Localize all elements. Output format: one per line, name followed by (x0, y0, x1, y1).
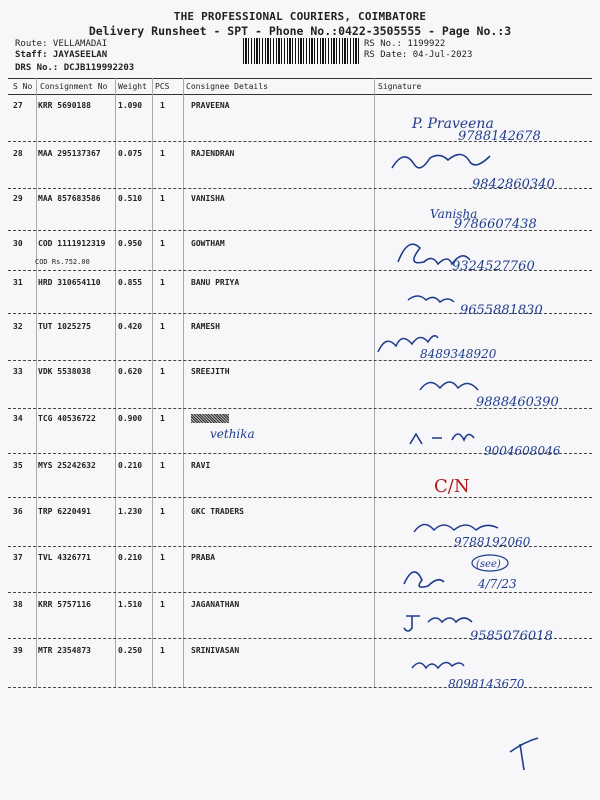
phone-row34: 9004608046 (484, 444, 561, 458)
row-sno: 39 (13, 646, 23, 655)
phone-row31: 9655881830 (460, 303, 543, 318)
corner-mark (510, 738, 538, 770)
signature-row36-scribble (414, 524, 498, 532)
signature-row28-scribble (392, 154, 490, 168)
row-consignee: BANU PRIYA (191, 278, 240, 287)
row-pcs: 1 (160, 149, 165, 158)
phone-row36: 9788192060 (454, 535, 531, 549)
row-separator (8, 408, 592, 409)
row-sno: 29 (13, 194, 23, 203)
row-pcs: 1 (160, 101, 165, 110)
column-divider (374, 78, 375, 688)
row-sno: 31 (13, 278, 23, 287)
row-separator (8, 687, 592, 688)
signature-row32-scribble (378, 336, 438, 352)
cn-mark-row35: C/N (434, 476, 470, 497)
barcode (243, 38, 359, 64)
column-divider (115, 78, 116, 688)
row-weight: 1.090 (118, 101, 143, 110)
row-consignee: PRAVEENA (191, 101, 230, 110)
column-divider (36, 78, 37, 688)
cod-amount: COD Rs.752.00 (35, 258, 90, 266)
signature-row39-scribble (412, 662, 464, 668)
col-header-signature: Signature (378, 82, 422, 91)
row-pcs: 1 (160, 507, 165, 516)
row-consignee: GOWTHAM (191, 239, 225, 248)
row-sno: 37 (13, 553, 23, 562)
column-divider (152, 78, 153, 688)
col-header-consignment: Consignment No (40, 82, 108, 91)
row-consignment: VDK 5538038 (38, 367, 91, 376)
row-consignee: VANISHA (191, 194, 225, 203)
row-weight: 0.420 (118, 322, 143, 331)
row-sno: 28 (13, 149, 23, 158)
row-consignment: KRR 5690188 (38, 101, 91, 110)
row-sno: 33 (13, 367, 23, 376)
phone-row27: 9788142678 (458, 129, 541, 144)
redacted-consignee (191, 414, 229, 423)
row-weight: 0.620 (118, 367, 143, 376)
row-separator (8, 230, 592, 231)
header-bottom-rule (8, 94, 592, 95)
row-pcs: 1 (160, 414, 165, 423)
signature-row31-scribble (408, 296, 454, 302)
row-sno: 27 (13, 101, 23, 110)
rs-date: RS Date: 04-Jul-2023 (364, 50, 473, 60)
col-header-pcs: PCS (155, 82, 170, 91)
row-consignee: SRINIVASAN (191, 646, 240, 655)
signature-row37-scribble (404, 572, 444, 587)
row-separator (8, 638, 592, 639)
row-weight: 0.210 (118, 461, 143, 470)
phone-row39: 8098143670 (448, 677, 525, 691)
row-consignee: RAMESH (191, 322, 220, 331)
row-pcs: 1 (160, 239, 165, 248)
row-weight: 0.250 (118, 646, 143, 655)
phone-row29: 9786607438 (454, 217, 537, 232)
row-separator (8, 497, 592, 498)
row-pcs: 1 (160, 646, 165, 655)
signature-row30-scribble (398, 244, 470, 264)
row-sno: 35 (13, 461, 23, 470)
row-sno: 38 (13, 600, 23, 609)
row-consignment: COD 1111912319 (38, 239, 106, 248)
col-header-consignee: Consignee Details (186, 82, 268, 91)
runsheet-subtitle: Delivery Runsheet - SPT - Phone No.:0422-3505555 - Page No.:3 (88, 24, 512, 38)
row-separator (8, 453, 592, 454)
phone-row28: 9842860340 (472, 177, 555, 192)
date-row37: 4/7/23 (478, 577, 517, 591)
row-consignment: MAA 857683586 (38, 194, 101, 203)
row-consignee: SREEJITH (191, 367, 230, 376)
row-pcs: 1 (160, 278, 165, 287)
signature-row29: Vanisha (430, 207, 478, 221)
row-separator (8, 360, 592, 361)
row-consignee: PRABA (191, 553, 216, 562)
row-sno: 32 (13, 322, 23, 331)
row-weight: 1.510 (118, 600, 143, 609)
col-header-weight: Weight (118, 82, 147, 91)
handwritten-row34-note: vethika (210, 427, 255, 441)
row-sno: 34 (13, 414, 23, 423)
row-consignment: MTR 2354873 (38, 646, 91, 655)
signature-row27: P. Praveena (412, 116, 494, 132)
row-weight: 0.950 (118, 239, 143, 248)
row-consignment: MYS 25242632 (38, 461, 96, 470)
row-weight: 0.855 (118, 278, 143, 287)
row-separator (8, 546, 592, 547)
rs-number: RS No.: 1199922 (364, 39, 446, 49)
row-consignment: KRR 5757116 (38, 600, 91, 609)
row-separator (8, 141, 592, 142)
row-consignment: HRD 310654110 (38, 278, 101, 287)
company-title: THE PROFESSIONAL COURIERS, COIMBATORE (173, 10, 427, 23)
phone-row30: 9324527760 (452, 259, 535, 274)
row-consignee: RAVI (191, 461, 211, 470)
row-pcs: 1 (160, 600, 165, 609)
row-consignment: TUT 1025275 (38, 322, 91, 331)
row-separator (8, 592, 592, 593)
row-consignee: JAGANATHAN (191, 600, 240, 609)
row-weight: 0.510 (118, 194, 143, 203)
row-consignment: TRP 6220491 (38, 507, 91, 516)
staff-label: Staff: JAYASEELAN (15, 50, 108, 60)
row-sno: 30 (13, 239, 23, 248)
signature-row33-scribble (420, 382, 478, 390)
row-separator (8, 188, 592, 189)
drs-number: DRS No.: DCJB119992203 (15, 63, 135, 73)
row-consignee: RAJENDRAN (191, 149, 235, 158)
row-pcs: 1 (160, 553, 165, 562)
row-consignee: GKC TRADERS (191, 507, 244, 516)
row-weight: 0.210 (118, 553, 143, 562)
signature-row34-scribble (410, 434, 474, 444)
phone-row32: 8489348920 (420, 347, 497, 361)
row-consignment: TCG 40536722 (38, 414, 96, 423)
column-divider (183, 78, 184, 688)
handwritten-row37-note: (see) (476, 559, 501, 570)
row-weight: 1.230 (118, 507, 143, 516)
row-consignment: MAA 295137367 (38, 149, 101, 158)
row-pcs: 1 (160, 367, 165, 376)
col-header-sno: S No (13, 82, 33, 91)
row-pcs: 1 (160, 194, 165, 203)
phone-row33: 9888460390 (476, 395, 559, 410)
row-separator (8, 313, 592, 314)
phone-row38: 9585076018 (470, 629, 553, 644)
row-separator (8, 270, 592, 271)
row-weight: 0.900 (118, 414, 143, 423)
row-consignment: TVL 4326771 (38, 553, 91, 562)
route-label: Route: VELLAMADAI (15, 39, 108, 49)
header-top-rule (8, 78, 592, 79)
row-sno: 36 (13, 507, 23, 516)
row-pcs: 1 (160, 461, 165, 470)
signature-row38-scribble (404, 616, 472, 631)
row-weight: 0.075 (118, 149, 143, 158)
row-pcs: 1 (160, 322, 165, 331)
see-circle (472, 555, 508, 571)
